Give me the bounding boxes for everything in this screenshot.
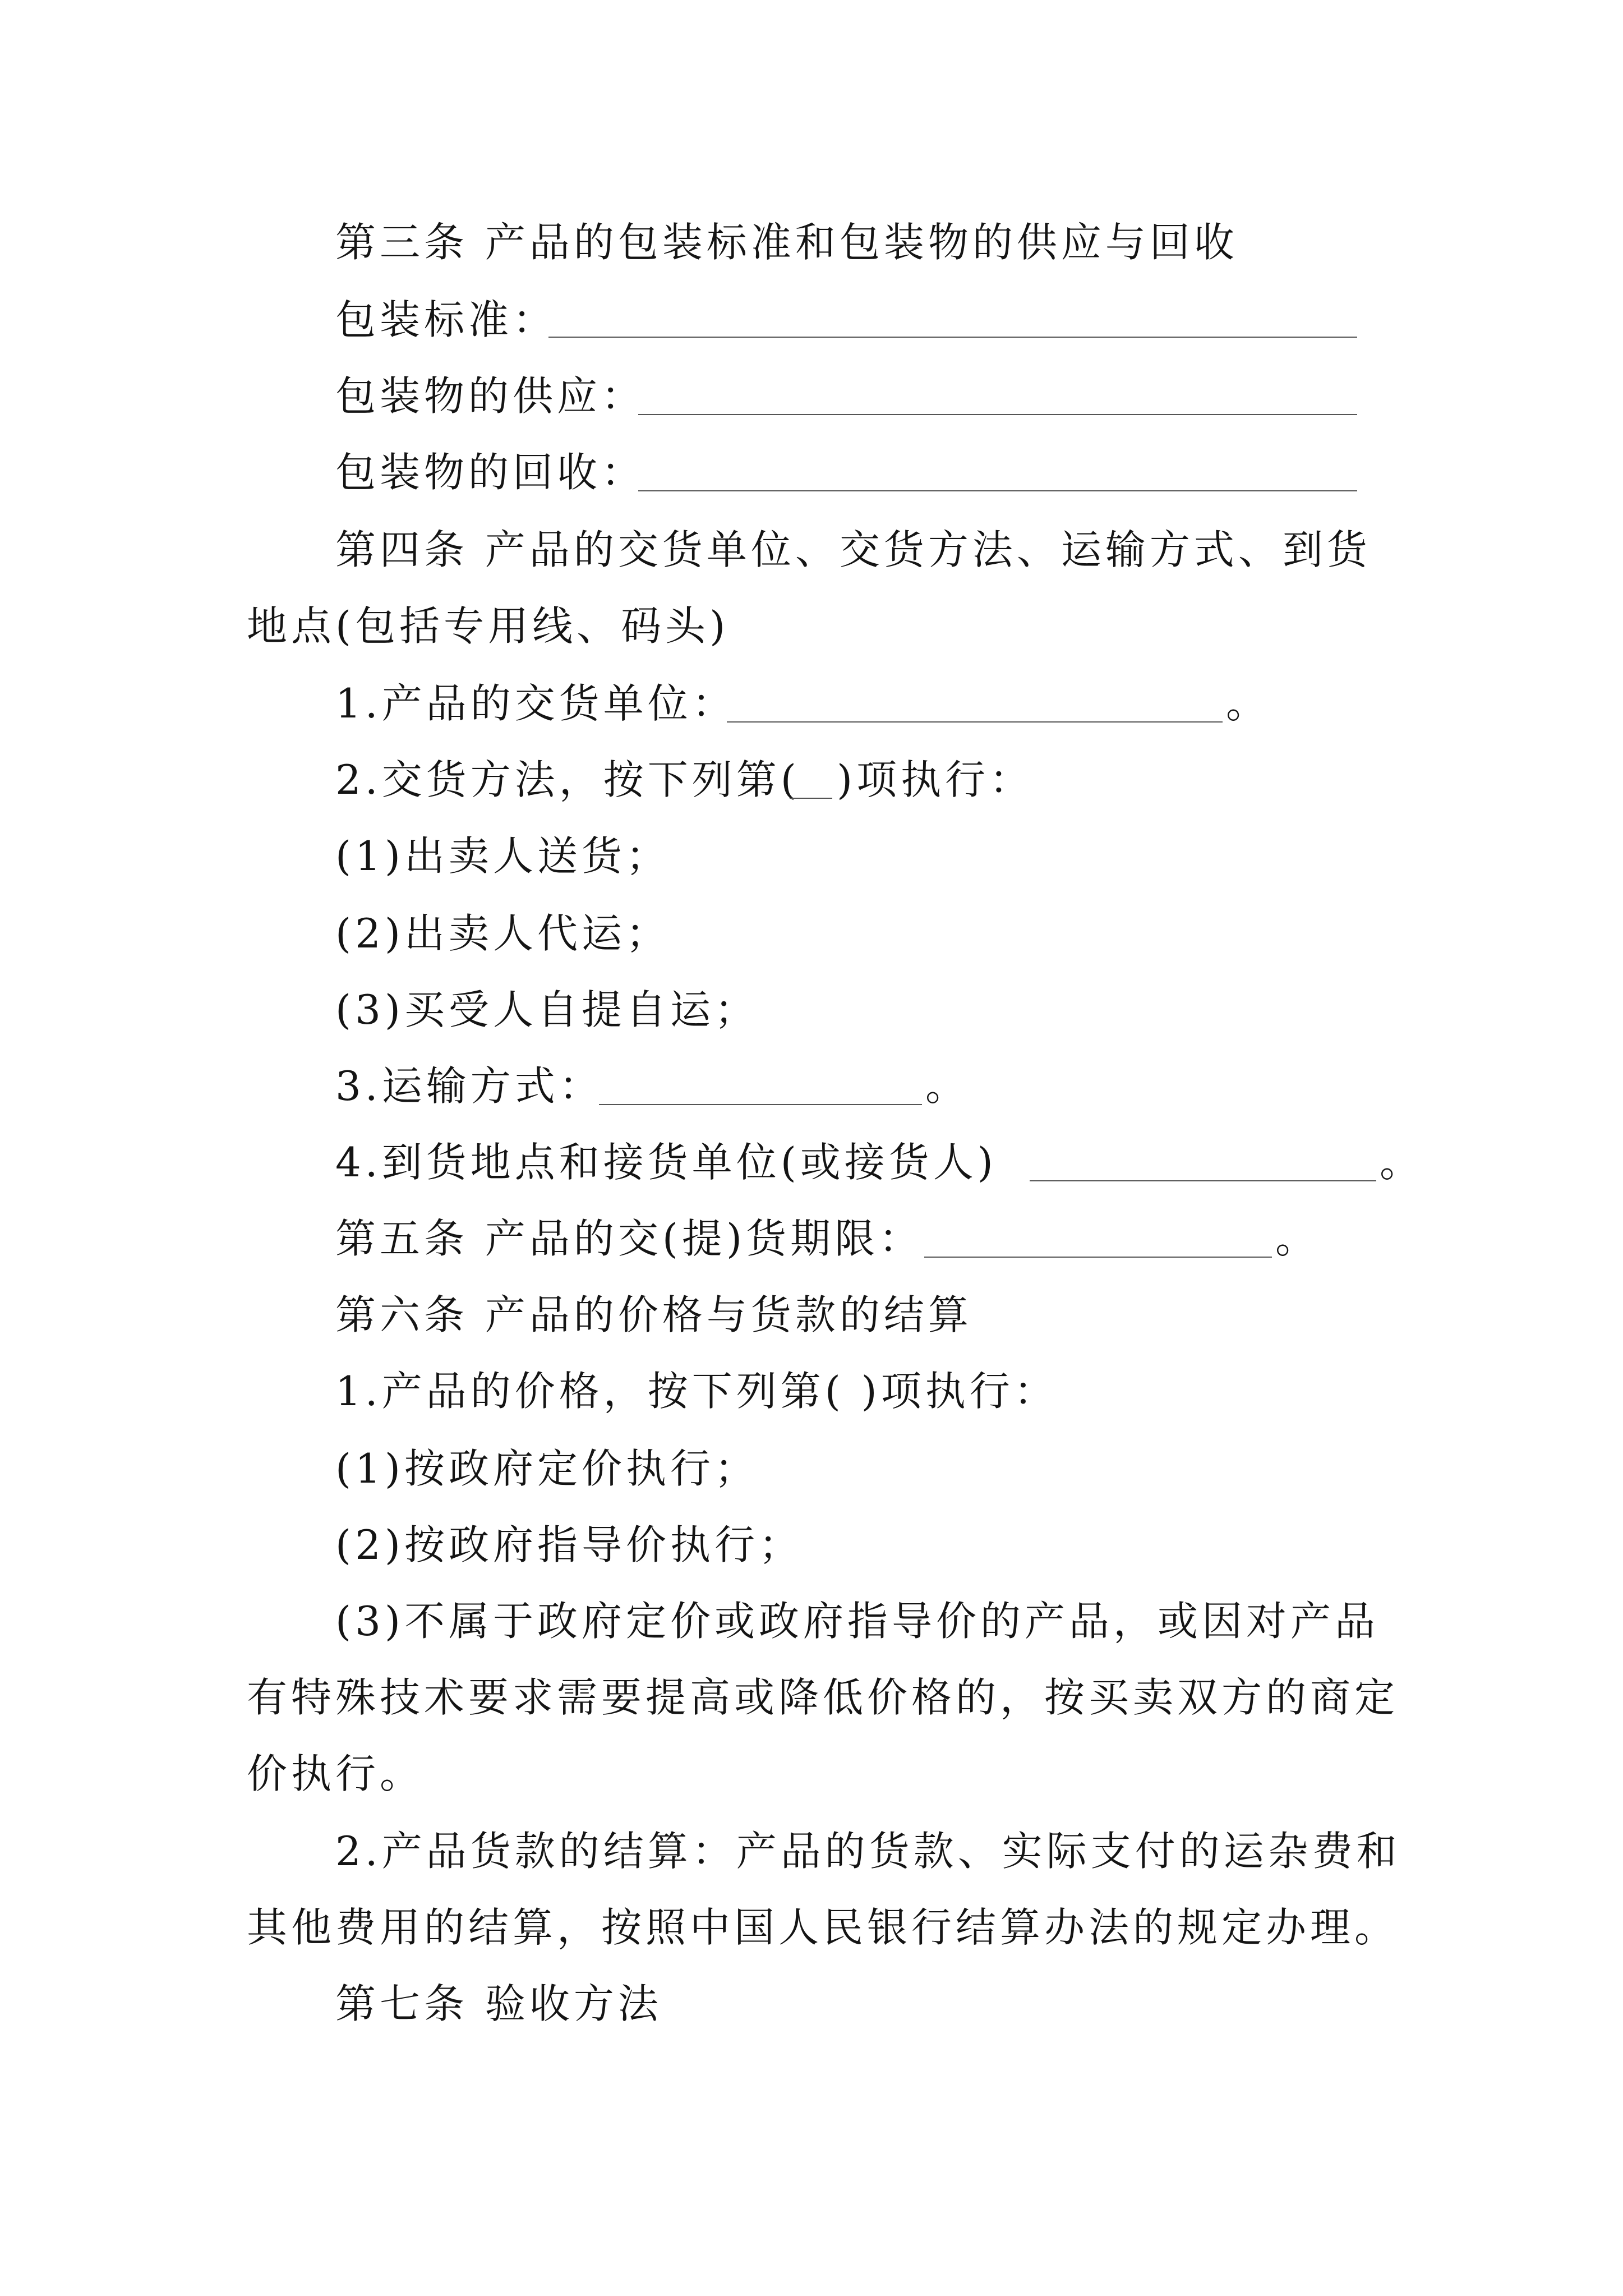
packaging-standard-blank[interactable]	[548, 337, 1357, 338]
packaging-supply-label: 包装物的供应：	[335, 372, 646, 420]
price-option-1: (1)按政府定价执行；	[335, 1445, 759, 1492]
delivery-unit-label: 1.产品的交货单位：	[335, 680, 736, 727]
transport-method-end: 。	[925, 1062, 970, 1110]
packaging-recovery-label: 包装物的回收：	[335, 449, 646, 496]
price-option-3-line3: 价执行。	[247, 1750, 425, 1797]
destination-label: 4.到货地点和接货单位(或接货人)	[335, 1139, 997, 1186]
delivery-option-3: (3)买受人自提自运；	[335, 986, 759, 1033]
article-6-heading: 第六条 产品的价格与货款的结算	[335, 1291, 972, 1338]
packaging-recovery-blank[interactable]	[638, 490, 1357, 491]
price-option-2: (2)按政府指导价执行；	[335, 1521, 803, 1568]
article-4-heading-line1: 第四条 产品的交货单位、交货方法、运输方式、到货	[335, 526, 1371, 573]
article-3-heading: 第三条 产品的包装标准和包装物的供应与回收	[335, 219, 1238, 266]
article-7-heading: 第七条 验收方法	[335, 1980, 662, 2027]
delivery-method-choice-blank[interactable]	[790, 798, 832, 799]
article-5-heading: 第五条 产品的交(提)货期限：	[335, 1215, 924, 1262]
delivery-option-2: (2)出卖人代运；	[335, 910, 670, 957]
payment-settlement-line2: 其他费用的结算，按照中国人民银行结算办法的规定办理。	[247, 1904, 1399, 1951]
price-option-3-line1: (3)不属于政府定价或政府指导价的产品，或因对产品	[335, 1598, 1379, 1645]
article-4-heading-line2: 地点(包括专用线、码头)	[247, 602, 730, 650]
packaging-supply-blank[interactable]	[638, 414, 1357, 415]
price-option-3-line2: 有特殊技术要求需要提高或降低价格的，按买卖双方的商定	[247, 1674, 1399, 1721]
transport-method-label: 3.运输方式：	[335, 1062, 603, 1110]
delivery-unit-blank[interactable]	[727, 721, 1223, 723]
delivery-option-1: (1)出卖人送货；	[335, 832, 670, 880]
packaging-standard-label: 包装标准：	[335, 296, 557, 343]
destination-end: 。	[1380, 1139, 1424, 1186]
delivery-deadline-blank[interactable]	[924, 1257, 1272, 1258]
destination-blank[interactable]	[1030, 1180, 1376, 1181]
delivery-unit-end: 。	[1226, 680, 1271, 727]
delivery-method-label-end: )项执行：	[837, 756, 1034, 803]
delivery-method-label: 2.交货方法，按下列第(	[335, 756, 800, 803]
payment-settlement-line1: 2.产品货款的结算：产品的货款、实际支付的运杂费和	[335, 1828, 1401, 1875]
delivery-deadline-end: 。	[1275, 1215, 1320, 1262]
transport-method-blank[interactable]	[599, 1104, 922, 1105]
price-method-label: 1.产品的价格，按下列第( )项执行：	[335, 1368, 1058, 1415]
